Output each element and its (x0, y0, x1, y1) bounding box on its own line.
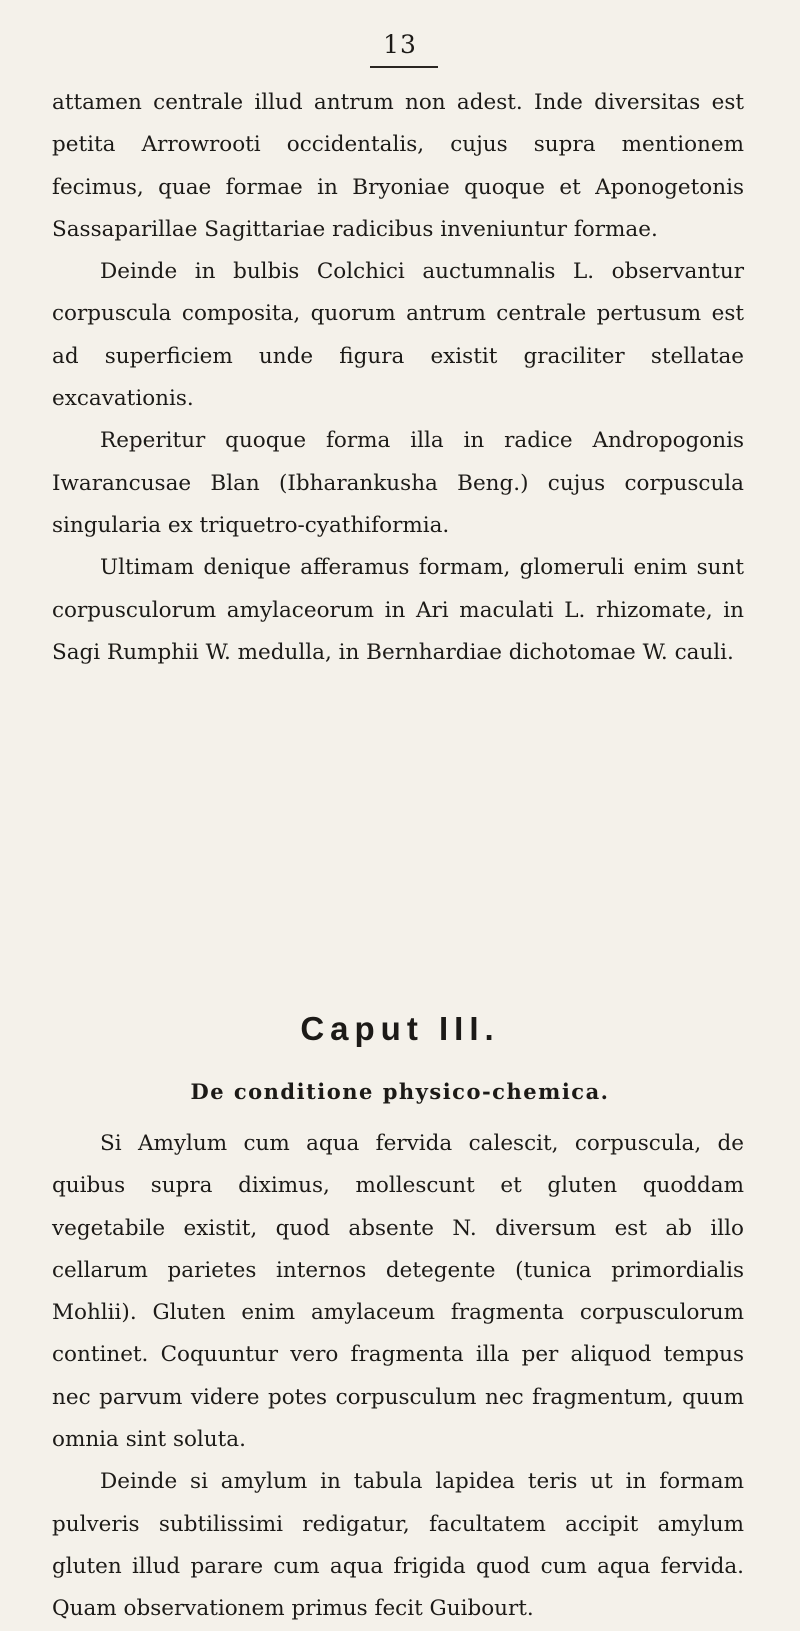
paragraph: Si Amylum cum aqua fervida calescit, corpuscula, de quibus supra diximus, mollescunt et gluten quoddam vegetabile existit, quod absente N. diversum est ab illo cellarum parietes internos detegente (tunica primordialis Mohlii). Gluten enim amylaceum fragmenta corpusculorum continet. Coquuntur vero fragmenta illa per aliquod tempus nec parvum videre potes corpusculum nec fragmentum, quum omnia sint soluta. (52, 1131, 744, 1453)
header-rule (370, 66, 438, 68)
text-block-before-heading (52, 82, 744, 674)
paragraph: attamen centrale illud antrum non adest. Inde diversitas est petita Arrowrooti occidentalis, cujus supra mentionem fecimus, quae formae in Bryoniae quoque et Aponogetonis Sassaparillae Sagittariae radicibus inveniuntur formae. (52, 90, 744, 242)
paragraph: Deinde si amylum in tabula lapidea teris ut in formam pulveris subtilissimi redigatur, facultatem accipit amylum gluten illud parare cum aqua frigida quod cum aqua fervida. Quam observationem primus fecit Guibourt. (52, 1469, 744, 1622)
page-number: 13 (383, 30, 417, 59)
text-block-after-heading (52, 1123, 744, 1631)
section-subtitle: De conditione physico-chemica. (190, 1079, 610, 1104)
paragraph: Ultimam denique afferamus formam, glomeruli enim sunt corpusculorum amylaceorum in Ari maculati L. rhizomate, in Sagi Rumphii W. medulla, in Bernhardiae dichotomae W. cauli. (52, 555, 744, 665)
chapter-title: Caput III. (300, 1010, 500, 1047)
paragraph: Deinde in bulbis Colchici auctumnalis L. observantur corpuscula composita, quorum antrum centrale pertusum est ad superficiem unde figura existit graciliter stellatae excavationis. (52, 259, 744, 412)
paragraph: Reperitur quoque forma illa in radice Andropogonis Iwarancusae Blan (Ibharankusha Beng.) cujus corpuscula singularia ex triquetro-cyathiformia. (52, 428, 744, 538)
